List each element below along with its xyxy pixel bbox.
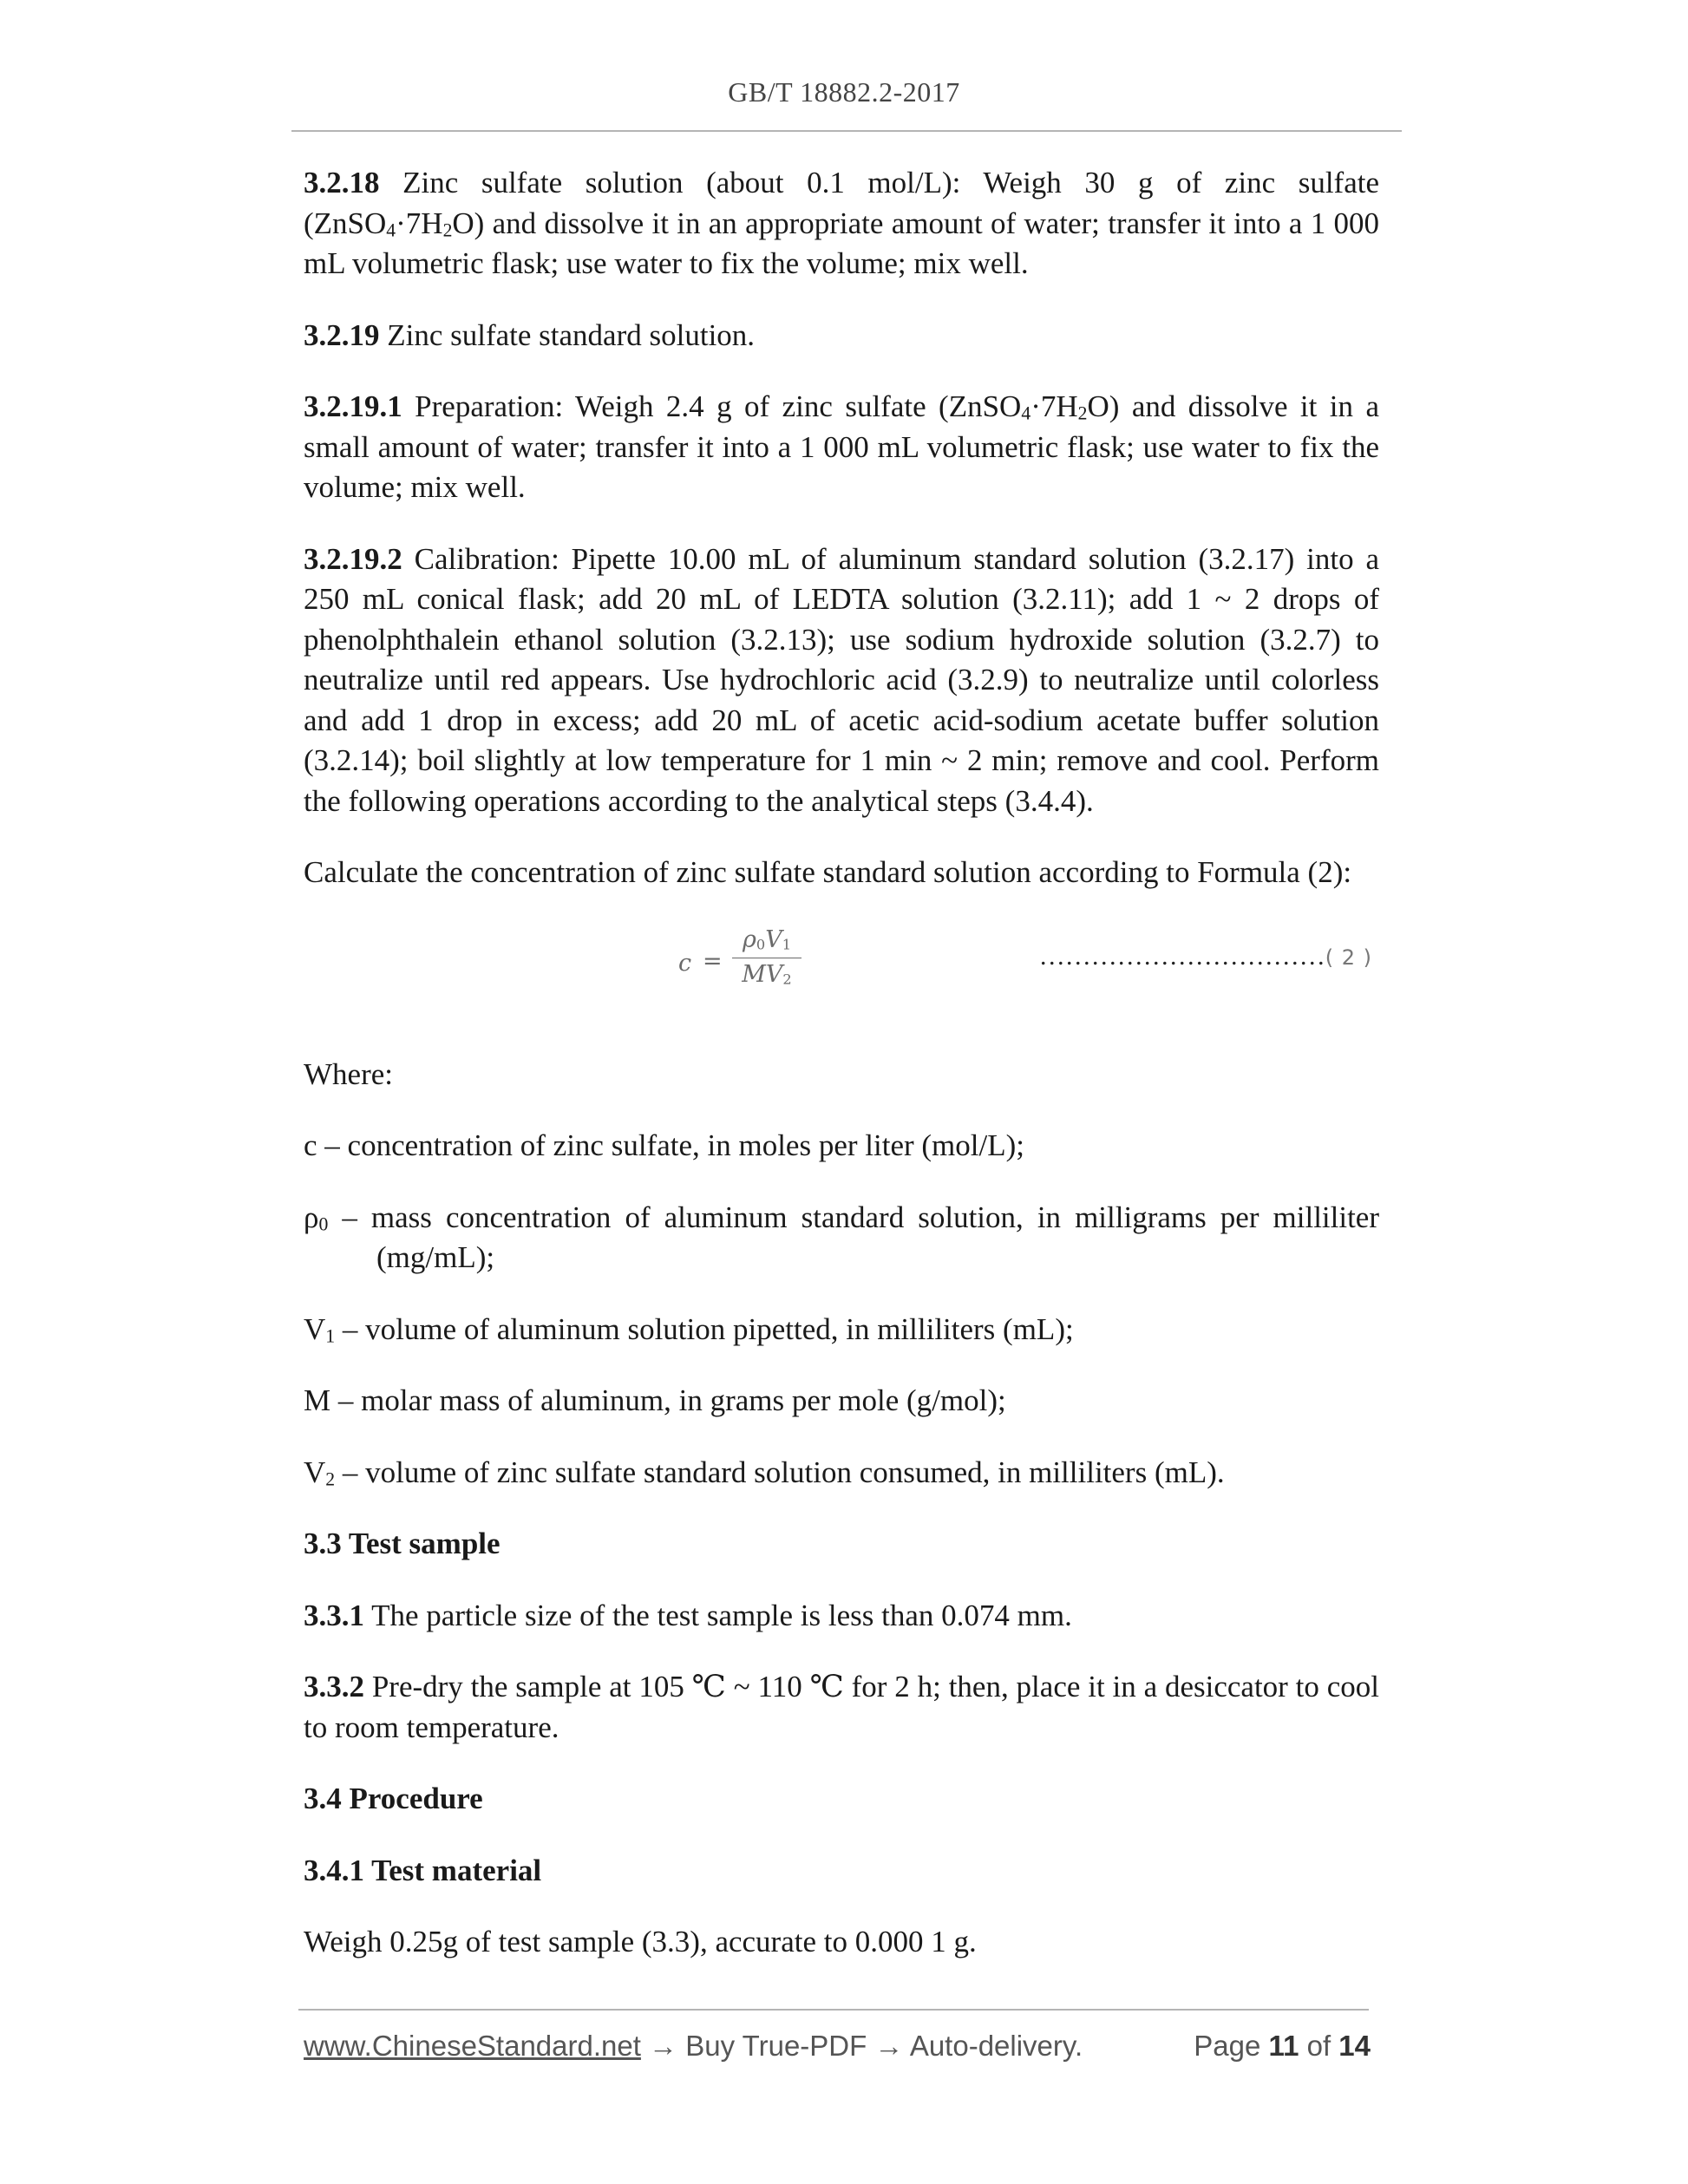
definition-c xyxy=(304,1126,1379,1167)
definition-text: – mass concentration of aluminum standard solution, in milligrams per milliliter (mg/mL); xyxy=(328,1200,1379,1274)
symbol: V xyxy=(304,1455,326,1489)
section-heading-3-4: 3.4 Procedure xyxy=(304,1782,483,1815)
leader-dots: …………………………… xyxy=(1038,941,1325,971)
paragraph-text: O) and dissolve it in a small amount of water; transfer it into a 1 000 mL volumetric flask; use water to fix the volume; mix well. xyxy=(304,389,1379,504)
subscript: 1 xyxy=(782,935,791,952)
paragraph-3-3-2 xyxy=(304,1667,1379,1748)
where-label: Where: xyxy=(304,1056,393,1091)
definition-v1 xyxy=(304,1310,1379,1350)
subscript: 0 xyxy=(756,935,766,952)
page-header: GB/T 18882.2-2017 xyxy=(728,76,960,108)
paragraph-text: Calibration: Pipette 10.00 mL of aluminum standard solution (3.2.17) into a 250 mL conical flask; add 20 mL of LEDTA solution (3.2.11); add 1 ~ 2 drops of phenolphthalein ethanol solution (3.2.13); use sodium hydroxide solution (3.2.7) to neutralize until red appears. Use hydrochloric acid (3.2.9) to neutralize until colorless and add 1 drop in excess; add 20 mL of acetic acid-sodium acetate buffer solution (3.2.14); boil slightly at low temperature for 1 min ~ 2 min; remove and cool. Perform the following operations according to the analytical steps (3.4.4). xyxy=(304,541,1379,818)
subscript: 2 xyxy=(442,219,453,240)
subscript: 2 xyxy=(1077,402,1088,424)
paragraph-text: O) and dissolve it in an appropriate amount of water; transfer it into a 1 000 mL volumetric flask; use water to fix the volume; mix well. xyxy=(304,206,1379,280)
symbol: V xyxy=(304,1311,326,1346)
paragraph-text: Zinc sulfate standard solution. xyxy=(379,317,756,352)
definition-text: – volume of aluminum solution pipetted, in milliliters (mL); xyxy=(335,1311,1074,1346)
formula-2 xyxy=(304,925,1379,999)
page-current: 11 xyxy=(1268,2030,1299,2062)
formula-numerator xyxy=(732,925,801,956)
clause-number: 3.2.19 xyxy=(304,317,380,352)
symbol: c xyxy=(304,1128,317,1162)
formula-label: ( 2 ) xyxy=(1325,945,1372,970)
paragraph-3-3-1 xyxy=(304,1596,1379,1637)
subscript: 2 xyxy=(782,970,792,987)
definition-v2 xyxy=(304,1453,1379,1494)
paragraph-3-4-1: Weigh 0.25g of test sample (3.3), accurate to 0.000 1 g. xyxy=(304,1925,977,1958)
clause-number: 3.2.19.2 xyxy=(304,541,402,576)
mv-symbol: MV xyxy=(742,960,783,988)
section-heading-3-4-1: 3.4.1 Test material xyxy=(304,1853,542,1887)
paragraph-text: Pre-dry the sample at 105 ℃ ~ 110 ℃ for 2 h; then, place it in a desiccator to cool to room temperature. xyxy=(304,1670,1379,1744)
of-word: of xyxy=(1299,2030,1339,2062)
paragraph-3-2-19 xyxy=(304,316,1379,356)
definition-m xyxy=(304,1381,1379,1422)
clause-number: 3.3.1 xyxy=(304,1598,364,1632)
rho-symbol: ρ xyxy=(743,925,756,953)
subscript: 4 xyxy=(1021,402,1031,424)
definition-text: – volume of zinc sulfate standard solution consumed, in milliliters (mL). xyxy=(335,1455,1225,1489)
formula-lhs: c xyxy=(678,949,692,977)
paragraph-3-2-18 xyxy=(304,163,1379,284)
symbol: M xyxy=(304,1383,331,1417)
clause-number: 3.2.18 xyxy=(304,166,380,199)
v-symbol: V xyxy=(765,925,782,953)
paragraph-3-2-19-2 xyxy=(304,539,1379,822)
clause-number: 3.2.19.1 xyxy=(304,389,402,423)
symbol: ρ xyxy=(304,1200,319,1234)
formula-fragment: ·7H xyxy=(396,206,443,240)
formula-fraction xyxy=(732,925,801,990)
page-word: Page xyxy=(1194,2030,1269,2062)
paragraph-3-2-19-1 xyxy=(304,387,1379,508)
calculation-intro: Calculate the concentration of zinc sulfate standard solution according to Formula (2): xyxy=(304,855,1352,889)
clause-number: 3.3.2 xyxy=(304,1670,364,1703)
document-body xyxy=(304,163,1379,1994)
footer-promo xyxy=(304,2030,1083,2063)
subscript: 0 xyxy=(318,1213,329,1234)
page-footer xyxy=(304,2030,1371,2068)
definition-rho0 xyxy=(304,1198,1379,1278)
header-divider xyxy=(291,130,1402,132)
page-total: 14 xyxy=(1338,2030,1371,2062)
footer-divider xyxy=(298,2009,1369,2011)
paragraph-text: Zinc sulfate solution (about 0.1 mol/L): Weigh 30 g of zinc sulfate (ZnSO xyxy=(304,166,1379,240)
paragraph-text: The particle size of the test sample is less than 0.074 mm. xyxy=(364,1598,1072,1632)
formula-fragment: ·7H xyxy=(1030,389,1078,423)
website-link[interactable]: www.ChineseStandard.net xyxy=(304,2030,641,2062)
subscript: 4 xyxy=(386,219,396,240)
paragraph-text: Preparation: Weigh 2.4 g of zinc sulfate (ZnSO xyxy=(402,389,1022,423)
definition-text: – molar mass of aluminum, in grams per mole (g/mol); xyxy=(330,1383,1006,1417)
formula-denominator xyxy=(732,960,801,990)
formula-equals: = xyxy=(703,947,723,975)
formula-reference xyxy=(1039,937,1372,978)
definition-text: – concentration of zinc sulfate, in moles per liter (mol/L); xyxy=(317,1128,1024,1162)
subscript: 2 xyxy=(325,1468,336,1489)
promo-text: → Buy True-PDF → Auto-delivery. xyxy=(640,2030,1083,2062)
section-heading-3-3: 3.3 Test sample xyxy=(304,1527,501,1560)
page-indicator xyxy=(1194,2030,1371,2063)
subscript: 1 xyxy=(325,1324,336,1346)
